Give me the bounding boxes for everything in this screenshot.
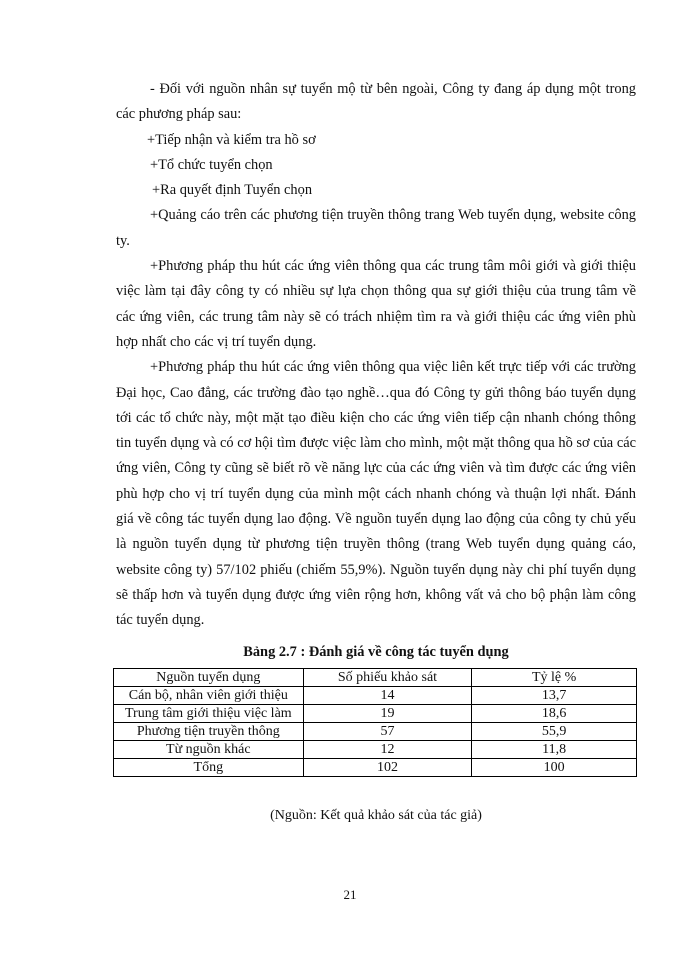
cell-count: 102 xyxy=(303,759,472,777)
cell-count: 12 xyxy=(303,741,472,759)
header-source: Nguồn tuyển dụng xyxy=(114,669,304,687)
cell-source: Cán bộ, nhân viên giới thiệu xyxy=(114,687,304,705)
list-item-receive-documents: +Tiếp nhận và kiểm tra hồ sơ xyxy=(147,131,316,148)
cell-percent: 55,9 xyxy=(472,723,637,741)
body-text xyxy=(116,77,636,634)
list-item-organize-selection: +Tổ chức tuyển chọn xyxy=(150,156,273,173)
table-header-row xyxy=(114,669,637,687)
cell-source: Phương tiện truyền thông xyxy=(114,723,304,741)
cell-count: 57 xyxy=(303,723,472,741)
cell-count: 14 xyxy=(303,687,472,705)
table-row xyxy=(114,741,637,759)
cell-source: Trung tâm giới thiệu việc làm xyxy=(114,705,304,723)
paragraph-advertising: +Quảng cáo trên các phương tiện truyền thông trang Web tuyển dụng, website công ty. xyxy=(116,207,636,249)
cell-source: Từ nguồn khác xyxy=(114,741,304,759)
survey-table xyxy=(113,668,637,777)
cell-count: 19 xyxy=(303,705,472,723)
paragraph-intro: - Đối với nguồn nhân sự tuyển mộ từ bên ngoài, Công ty đang áp dụng một trong các phương pháp sau: xyxy=(116,81,636,123)
table-row-total xyxy=(114,759,637,777)
table-caption: Bảng 2.7 : Đánh giá về công tác tuyển dụng xyxy=(243,644,509,660)
paragraph-recruitment-centers: +Phương pháp thu hút các ứng viên thông qua các trung tâm môi giới và giới thiệu việc làm tại đây công ty có nhiều sự lựa chọn thông qua sự giới thiệu của trung tâm về các ứng viên, các trung tâm này sẽ có trách nhiệm tìm ra và giới thiệu các ứng viên phù hợp nhất cho các vị trí tuyển dụng. xyxy=(116,258,636,350)
list-item-selection-decision: +Ra quyết định Tuyển chọn xyxy=(152,182,313,199)
table-source-note: (Nguồn: Kết quả khảo sát của tác giả) xyxy=(270,808,482,823)
paragraph-university-links: +Phương pháp thu hút các ứng viên thông qua việc liên kết trực tiếp với các trường Đại học, Cao đẳng, các trường đào tạo nghề…qua đó Công ty gửi thông báo tuyển dụng tới các tổ chức này, một mặt tạo điều kiện cho các ứng viên tiếp cận nhanh chóng thông tin tuyển dụng và có cơ hội tìm được việc làm cho mình, một mặt thông qua hồ sơ của các ứng viên, Công ty cũng sẽ biết rõ về năng lực của các ứng viên và tìm được các ứng viên phù hợp cho vị trí tuyển dụng của mình một cách nhanh chóng và thuận lợi nhất. Đánh giá về công tác tuyển dụng lao động. Về nguồn tuyển dụng lao động của công ty chủ yếu là nguồn tuyển dụng từ phương tiện truyền thông (trang Web tuyển dụng quảng cáo, website công ty) 57/102 phiếu (chiếm 55,9%). Nguồn tuyển dụng này chi phí tuyển dụng sẽ thấp hơn và tuyển dụng được ứng viên rộng hơn, không vất vả cho bộ phận làm công tác tuyển dụng. xyxy=(116,359,636,629)
header-survey-count: Số phiếu khảo sát xyxy=(303,669,472,687)
table-row xyxy=(114,687,637,705)
page-number: 21 xyxy=(343,887,357,902)
cell-percent: 11,8 xyxy=(472,741,637,759)
table-row xyxy=(114,705,637,723)
cell-percent: 18,6 xyxy=(472,705,637,723)
cell-source: Tổng xyxy=(114,759,304,777)
table-row xyxy=(114,723,637,741)
cell-percent: 13,7 xyxy=(472,687,637,705)
header-percentage: Tỷ lệ % xyxy=(472,669,637,687)
cell-percent: 100 xyxy=(472,759,637,777)
